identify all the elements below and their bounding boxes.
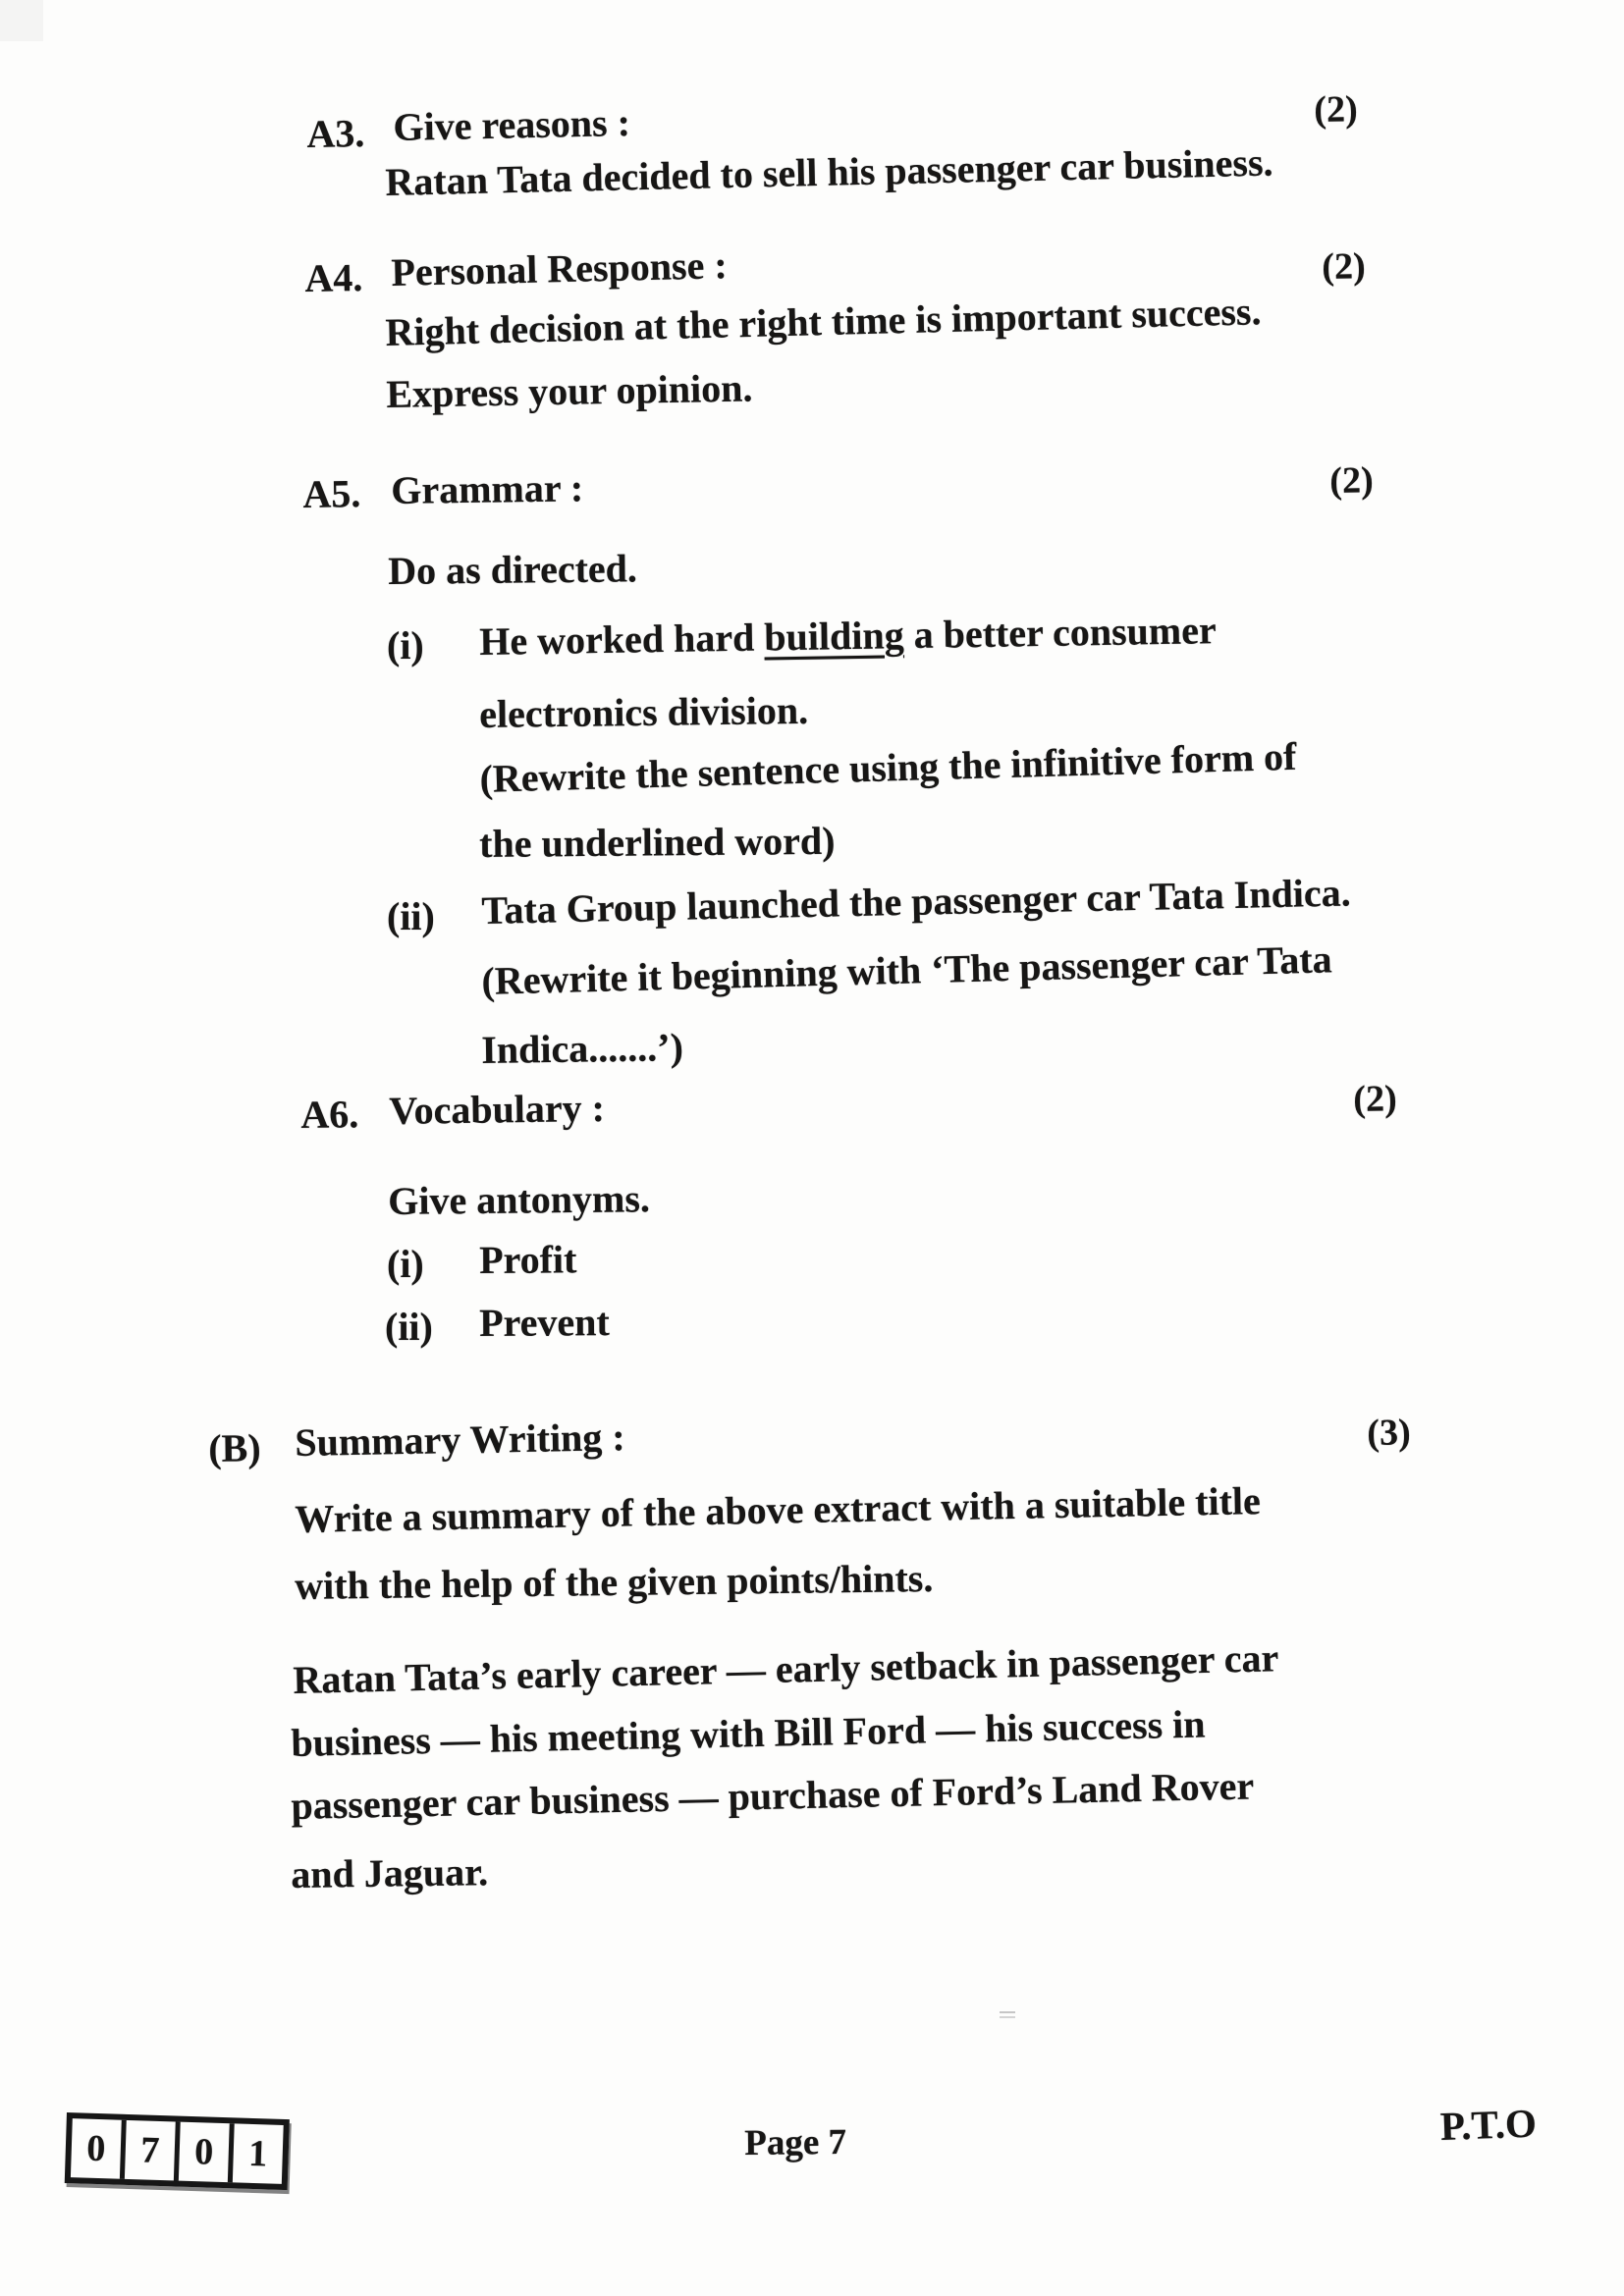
- pto-label: P.T.O: [1439, 2100, 1538, 2149]
- question-a4-body-line: Right decision at the right time is important success.: [384, 289, 1262, 354]
- grammar-item-ii-note: Indica.......’): [480, 1025, 684, 1072]
- scan-artifact-dash: [1000, 2011, 1015, 2013]
- question-b-title: Summary Writing :: [294, 1415, 626, 1465]
- question-a4-body-line: Express your opinion.: [385, 365, 753, 416]
- question-a3-body-line: Ratan Tata decided to sell his passenger car business.: [384, 139, 1273, 204]
- question-a4-title: Personal Response :: [390, 242, 729, 294]
- question-a5-marks: (2): [1328, 459, 1375, 502]
- vocab-item: Prevent: [478, 1300, 610, 1345]
- grammar-item-ii-line: Tata Group launched the passenger car Tata Indica.: [480, 870, 1352, 933]
- hint-line: business — his meeting with Bill Ford — his success in: [290, 1701, 1206, 1765]
- question-b-body-line: Write a summary of the above extract with a suitable title: [294, 1478, 1262, 1541]
- code-digit: 1: [228, 2123, 284, 2184]
- hint-line: and Jaguar.: [290, 1849, 489, 1896]
- question-a3-marks: (2): [1313, 88, 1359, 131]
- question-a6-intro: Give antonyms.: [387, 1176, 651, 1223]
- question-a4-marks: (2): [1321, 245, 1367, 288]
- vocab-item: Profit: [478, 1237, 577, 1282]
- list-marker-i: (i): [387, 623, 424, 667]
- scan-corner-smudge: [0, 0, 43, 41]
- question-a3-title: Give reasons :: [392, 99, 631, 149]
- page-number: Page 7: [744, 2121, 847, 2163]
- question-b-body-line: with the help of the given points/hints.: [294, 1556, 934, 1608]
- question-a4-number: A4.: [303, 254, 363, 300]
- question-a6-number: A6.: [299, 1092, 359, 1137]
- question-b-marks: (3): [1366, 1412, 1412, 1454]
- question-a6-title: Vocabulary :: [388, 1085, 606, 1133]
- grammar-item-ii-note: (Rewrite it beginning with ‘The passenger car Tata: [480, 936, 1333, 1003]
- question-a6-marks: (2): [1352, 1078, 1398, 1120]
- question-paper-code-box: [65, 2112, 290, 2190]
- grammar-item-i-note: (Rewrite the sentence using the infinitive form of: [478, 733, 1297, 801]
- underlined-word: building: [763, 613, 904, 660]
- grammar-i-text-post: a better consumer: [903, 608, 1218, 658]
- grammar-item-i-note: the underlined word): [478, 818, 836, 866]
- grammar-i-text-pre: He worked hard: [478, 614, 765, 664]
- list-marker-ii: (ii): [387, 894, 435, 938]
- list-marker-ii: (ii): [385, 1305, 433, 1349]
- grammar-item-i-line: [479, 609, 1217, 664]
- code-digit: 0: [174, 2121, 230, 2182]
- question-a5-intro: Do as directed.: [387, 546, 638, 593]
- question-a5-number: A5.: [301, 470, 361, 516]
- question-b-number: (B): [207, 1425, 261, 1470]
- question-a5-title: Grammar :: [390, 465, 584, 512]
- question-a3-number: A3.: [305, 110, 365, 156]
- code-digit: 7: [120, 2120, 176, 2181]
- hint-line: Ratan Tata’s early career — early setback in passenger car: [292, 1635, 1279, 1702]
- hint-line: passenger car business — purchase of Ford’s Land Rover: [290, 1763, 1255, 1828]
- grammar-item-i-line: electronics division.: [478, 687, 809, 736]
- list-marker-i: (i): [387, 1242, 424, 1286]
- code-digit: 0: [85, 2127, 107, 2170]
